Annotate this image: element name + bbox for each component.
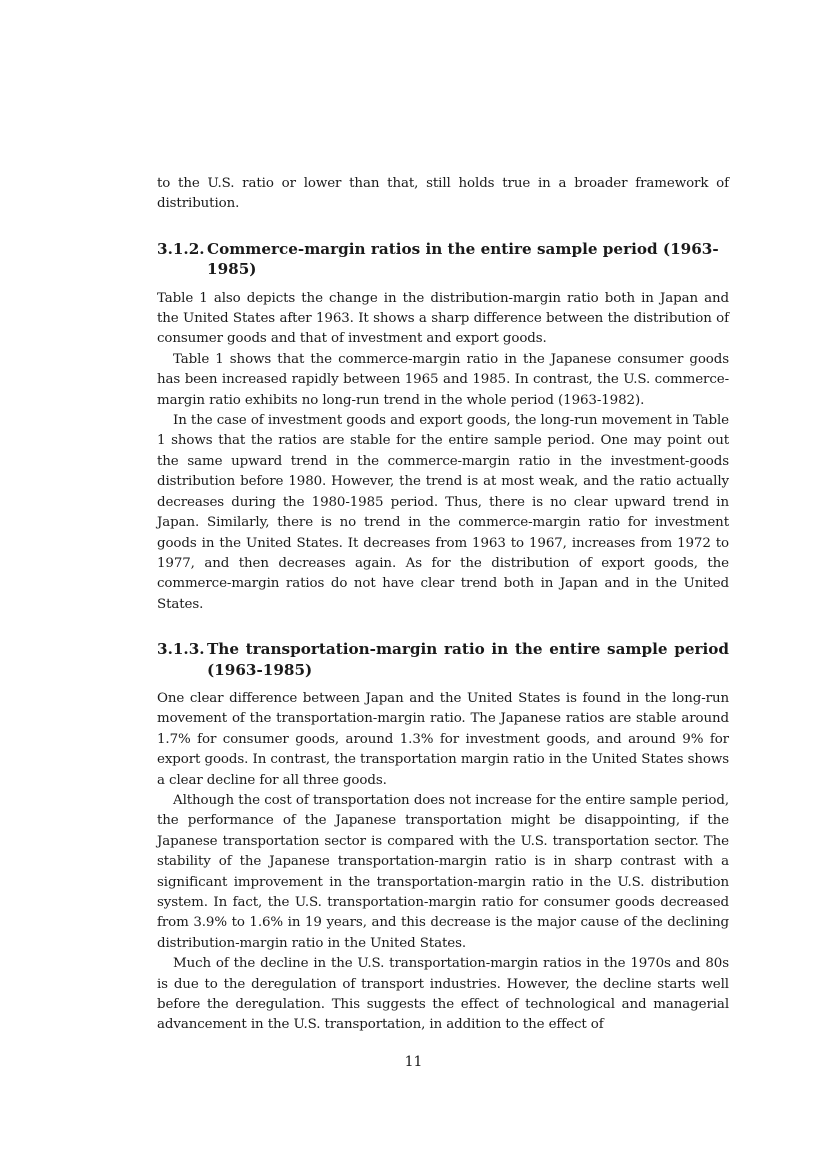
page-body bbox=[157, 174, 729, 1036]
body-paragraph: Table 1 also depicts the change in the distribution-margin ratio both in Japan and the United States after 1963. It shows a sharp difference between the distribution of consumer goods and that of investment and export goods. bbox=[157, 290, 729, 347]
body-paragraph: Table 1 shows that the commerce-margin ratio in the Japanese consumer goods has been increased rapidly between 1965 and 1985. In contrast, the U.S. commerce-margin ratio exhibits no long-run trend in the whole period (1963-1982). bbox=[157, 351, 729, 408]
section-heading-3-1-3 bbox=[157, 639, 729, 680]
section-number: 3.1.3. bbox=[157, 640, 205, 659]
section-title: The transportation-margin ratio in the entire sample period (1963-1985) bbox=[207, 640, 729, 679]
body-paragraph: One clear difference between Japan and the United States is found in the long-run movement of the transportation-margin ratio. The Japanese ratios are stable around 1.7% for consumer goods, around 1.3% for investment goods, and around 9% for export goods. In contrast, the transportation margin ratio in the United States shows a clear decline for all three goods. bbox=[157, 690, 729, 788]
section-number: 3.1.2. bbox=[157, 239, 205, 258]
section-heading-3-1-2 bbox=[157, 239, 729, 280]
page-number: 11 bbox=[404, 1054, 423, 1070]
section-title: Commerce-margin ratios in the entire sample period (1963-1985) bbox=[207, 239, 719, 279]
body-paragraph: Much of the decline in the U.S. transportation-margin ratios in the 1970s and 80s is due to the deregulation of transport industries. However, the decline starts well before the deregulation. This suggests the effect of technological and managerial advancement in the U.S. transportation, in addition to the effect of bbox=[157, 956, 729, 1033]
intro-paragraph: to the U.S. ratio or lower than that, still holds true in a broader framework of distribution. bbox=[157, 176, 729, 212]
body-paragraph: In the case of investment goods and export goods, the long-run movement in Table 1 shows that the ratios are stable for the entire sample period. One may point out the same upward trend in the commerce-margin ratio in the investment-goods distribution before 1980. However, the trend is at most weak, and the ratio actually decreases during the 1980-1985 period. Thus, there is no clear upward trend in Japan. Similarly, there is no trend in the commerce-margin ratio for investment goods in the United States. It decreases from 1963 to 1967, increases from 1972 to 1977, and then decreases again. As for the distribution of export goods, the commerce-margin ratios do not have clear trend both in Japan and in the United States. bbox=[157, 413, 729, 612]
body-paragraph: Although the cost of transportation does not increase for the entire sample period, the performance of the Japanese transportation might be disappointing, if the Japanese transportation sector is compared with the U.S. transportation sector. The stability of the Japanese transportation-margin ratio is in sharp contrast with a significant improvement in the transportation-margin ratio in the U.S. distribution system. In fact, the U.S. transportation-margin ratio for consumer goods decreased from 3.9% to 1.6% in 19 years, and this decrease is the major cause of the declining distribution-margin ratio in the United States. bbox=[157, 792, 729, 951]
